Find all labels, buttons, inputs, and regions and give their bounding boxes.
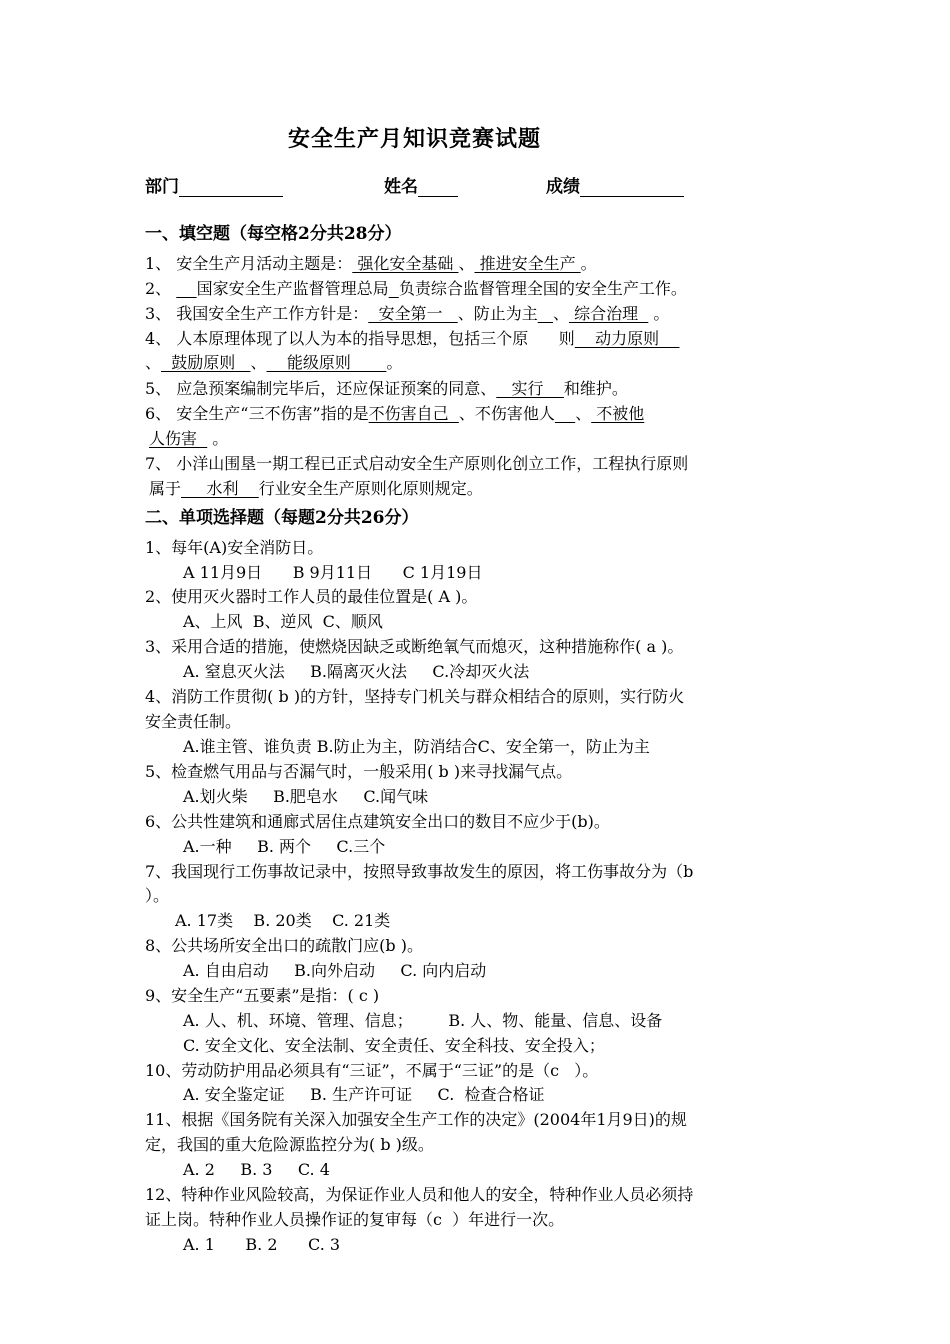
mc-line: 安全责任制。 [145,712,242,731]
mc-options: A.一种 B. 两个 C.三个 [183,837,386,856]
q5-answer: 实行 [496,379,564,398]
q3: 3、 我国安全生产工作方针是： 安全第一 、防止为主 、 综合治理 。 [145,304,670,323]
page-title: 安全生产月知识竞赛试题 [288,126,542,152]
q4-line1: 4、 人本原理体现了以人为本的指导思想，包括三个原 则 动力原则 [145,329,680,348]
q6-blank [555,404,575,423]
q2-blank-1 [176,279,196,298]
q1: 1、 安全生产月活动主题是： 强化安全基础 、 推进安全生产 。 [145,254,597,273]
mc-line: 8、公共场所安全出口的疏散门应(b )。 [145,936,423,955]
q2: 2、 国家安全生产监督管理总局 负责综合监督管理全国的安全生产工作。 [145,279,687,298]
score-blank[interactable] [580,178,684,197]
mc-line: 3、采用合适的措施，使燃烧因缺乏或断绝氧气而熄灭，这种措施称作( a )。 [145,637,684,656]
mc-options: A. 人、机、环境、管理、信息； B. 人、物、能量、信息、设备 [183,1011,663,1030]
mc-options: A 11月9日 B 9月11日 C 1月19日 [183,563,483,582]
mc-line: 11、根据《国务院有关深入加强安全生产工作的决定》(2004年1月9日)的规 [145,1110,687,1129]
mc-options: A. 17类 B. 20类 C. 21类 [175,911,391,930]
mc-line: 1、每年(A)安全消防日。 [145,538,324,557]
mc-line: 10、劳动防护用品必须具有“三证”，不属于“三证”的是（c ）。 [145,1061,599,1080]
mc-options: A. 2 B. 3 C. 4 [183,1160,330,1179]
section2-heading: 二、单项选择题（每题2分共26分） [145,508,419,528]
q1-answer-1: 强化安全基础 [352,254,459,273]
mc-line: 5、检查燃气用品与否漏气时，一般采用( b )来寻找漏气点。 [145,762,573,781]
mc-options: A.划火柴 B.肥皂水 C.闻气味 [183,787,429,806]
q3-blank [538,304,553,323]
mc-line: 4、消防工作贯彻( b )的方针，坚持专门机关与群众相结合的原则，实行防火 [145,687,685,706]
dept-field [145,172,283,197]
q6-answer-3: 不被他 [591,404,645,423]
mc-options: A. 安全鉴定证 B. 生产许可证 C. 检查合格证 [183,1085,545,1104]
q4-answer-3: 能级原则 [266,353,387,372]
mc-options: A、上风 B、逆风 C、顺风 [183,612,383,631]
q6-line1: 6、 安全生产“三不伤害”指的是不伤害自己 、不伤害他人 、 不被他 [145,404,645,423]
mc-line: 12、特种作业风险较高，为保证作业人员和他人的安全，特种作业人员必须持 [145,1185,694,1204]
mc-line: 证上岗。特种作业人员操作证的复审每（c ）年进行一次。 [145,1210,565,1229]
q2-blank-2 [389,279,399,298]
q4-answer-2: 鼓励原则 [161,353,251,372]
q3-answer-1: 安全第一 [368,304,458,323]
q6-answer-3-cont: 人伤害 [149,429,208,448]
q1-answer-2: 推进安全生产 [474,254,581,273]
mc-options: A. 窒息灭火法 B.隔离灭火法 C.冷却灭火法 [183,662,530,681]
q6-answer-1: 不伤害自己 [368,404,459,423]
name-label: 姓名 [384,177,418,197]
mc-line: 9、安全生产“五要素”是指：( c ) [145,986,380,1005]
mc-line: ）。 [145,886,170,905]
dept-blank[interactable] [179,178,283,197]
mc-line: 2、使用灭火器时工作人员的最佳位置是( A )。 [145,587,478,606]
mc-options: A. 1 B. 2 C. 3 [183,1235,341,1254]
q4-answer-1: 动力原则 [574,329,680,348]
dept-label: 部门 [145,177,179,197]
mc-line: 7、我国现行工伤事故记录中，按照导致事故发生的原因，将工伤事故分为（b [145,862,694,881]
section1-heading: 一、填空题（每空格2分共28分） [145,224,402,244]
q5: 5、 应急预案编制完毕后，还应保证预案的同意、 实行 和维护。 [145,379,628,398]
mc-line: 定，我国的重大危险源监控分为( b )级。 [145,1135,434,1154]
q4-line2: 、 鼓励原则 、 能级原则 。 [145,353,403,372]
q6-line2: 人伤害 。 [149,429,229,448]
q7-line2: 属于 水利 行业安全生产原则化原则规定。 [149,479,483,498]
q3-answer-3: 综合治理 [569,304,649,323]
score-field [546,172,684,197]
name-field [384,172,458,197]
score-label: 成绩 [546,177,580,197]
mc-options: A.谁主管、谁负责 B.防止为主，防消结合C、安全第一，防止为主 [183,737,650,756]
mc-options: A. 自由启动 B.向外启动 C. 向内启动 [183,961,487,980]
mc-line: 6、公共性建筑和通廊式居住点建筑安全出口的数目不应少于(b)。 [145,812,610,831]
mc-options: C. 安全文化、安全法制、安全责任、安全科技、安全投入； [183,1036,605,1055]
q7-answer: 水利 [181,479,259,498]
q7-line1: 7、 小洋山围垦一期工程已正式启动安全生产原则化创立工作，工程执行原则 [145,454,689,473]
name-blank[interactable] [418,178,458,197]
